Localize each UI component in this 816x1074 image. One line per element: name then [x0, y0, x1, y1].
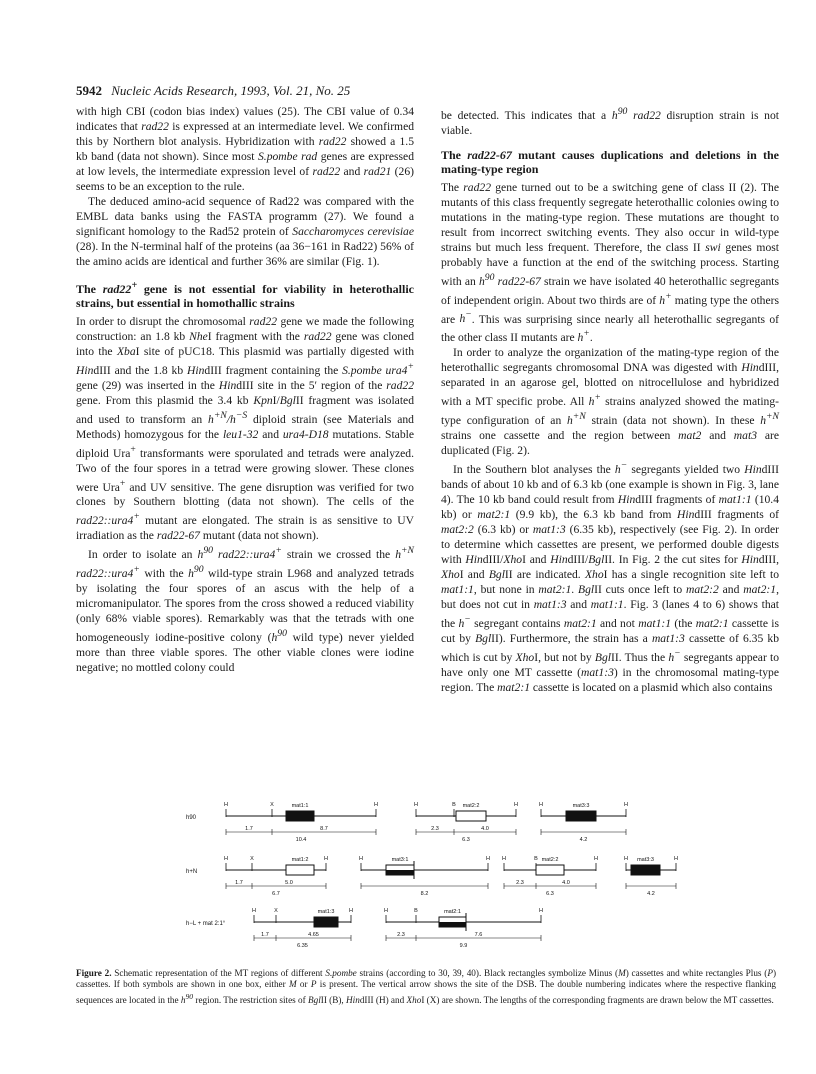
cassette-label: mat2:2	[541, 857, 559, 863]
fragment-total-length: 10.4	[295, 837, 307, 843]
restriction-site-label: H	[384, 908, 388, 914]
caption-label: Figure 2.	[76, 968, 112, 978]
restriction-site-label: H	[374, 802, 378, 808]
cassette-label: mat3:3	[572, 803, 590, 809]
fragment-length: 4.65	[308, 932, 319, 938]
fragment-length: 8.7	[320, 826, 328, 832]
plus-cassette	[286, 865, 314, 875]
fragment-length: 1.7	[245, 826, 253, 832]
mt-region-diagram	[176, 794, 696, 964]
minus-cassette	[631, 865, 660, 875]
cassette-label: mat3:1	[391, 857, 409, 863]
restriction-site-label: H	[674, 856, 678, 862]
fragment-length: 1.7	[235, 880, 243, 886]
restriction-site-label: B	[414, 908, 418, 914]
left-column	[76, 104, 414, 675]
restriction-site-label: H	[224, 856, 228, 862]
fragment-total-length: 6.7	[272, 891, 280, 897]
right-column	[441, 104, 779, 695]
restriction-site-label: H	[502, 856, 506, 862]
right-heading: The rad22-67 mutant causes duplications and deletions in the mating-type region	[441, 147, 779, 176]
fragment-length: 1.7	[261, 932, 269, 938]
strain-label: h90	[186, 815, 197, 821]
restriction-site-label: H	[624, 856, 628, 862]
page-header	[76, 83, 350, 99]
fragment-total-length: 6.3	[462, 837, 470, 843]
restriction-site-label: H	[486, 856, 490, 862]
restriction-site-label: H	[224, 802, 228, 808]
cassette-label: mat1:1	[291, 803, 309, 809]
cassette-label: mat2:1	[444, 909, 461, 915]
fragment-total-length: 8.2	[420, 891, 429, 897]
figure-caption	[76, 968, 776, 1006]
strain-label: h+N	[186, 869, 198, 875]
fragment-length: 4.0	[562, 880, 570, 886]
restriction-site-label: H	[539, 908, 543, 914]
left-paragraph: In order to isolate an $h^{90}$ rad22::ura4+ strain we crossed the $h^{+N}$ rad22::ura4+ with the $h^{90}$ wild-type strain L968 and analyzed tetrads by isolating the four spores of an ascus with the help of a micromanipulator. The spores from the cross showed a reduced viability (only 68% viable spores). Remarkably was that the tetrads with one homogeneously iodine-positive colony ($h^{90}$ wild type) never yielded more than three viable spores. The other viable clones were iodine negative; no mottled colony could	[76, 545, 414, 674]
right-paragraph: be detected. This indicates that a $h^{90}$ rad22 disruption strain is not viable.	[441, 106, 779, 137]
fragment-length: 5.0	[285, 880, 293, 886]
restriction-site-label: H	[624, 802, 628, 808]
fragment-length: 4.0	[481, 826, 489, 832]
plus-cassette	[536, 865, 564, 875]
cassette-label: mat2:2	[462, 803, 480, 809]
restriction-site-label: H	[539, 802, 543, 808]
restriction-site-label: H	[414, 802, 418, 808]
minus-cassette	[286, 811, 314, 821]
left-paragraph: The deduced amino-acid sequence of Rad22 was compared with the EMBL data banks using the FASTA programm (27). We found a significant homology to the Rad52 protein of Saccharomyces cerevisiae (28). In the N-terminal half of the proteins (aa 36−161 in Rad22) 56% of the amino acids are identical and further 36% are similar (Fig. 1).	[76, 195, 415, 268]
figure-2	[176, 794, 696, 964]
caption-text: Schematic representation of the MT regions of different S.pombe strains (according to 30, 39, 40). Black rectangles symbolize Minus (M) cassettes and white rectangles Plus (P) cassettes. If both symbols are shown in one box, either M or P is present. The vertical arrow shows the site of the DSB. The double numbering indicates where the respective flanking sequences are located in the $h^{90}$ region. The restriction sites of BglII (B), HindIII (H) and XhoI (X) are shown. The lengths of the corresponding fragments are drawn below the MT cassettes.	[76, 968, 777, 1005]
minus-cassette	[314, 917, 338, 927]
cassette-label: mat1:3	[317, 909, 335, 915]
fragment-total-length: 6.35	[297, 943, 308, 949]
cassette-label: mat3:3	[637, 857, 654, 863]
fragment-length: 7.6	[474, 932, 483, 938]
fragment-length: 2.3	[431, 826, 439, 832]
page-number: 5942	[76, 83, 102, 98]
restriction-site-label: B	[452, 802, 456, 808]
strain-label: h−L + mat 2:1°	[186, 921, 226, 927]
restriction-site-label: B	[534, 856, 538, 862]
fragment-total-length: 4.2	[647, 891, 655, 897]
restriction-site-label: X	[274, 908, 278, 914]
fragment-total-length: 4.2	[579, 837, 588, 843]
right-paragraph: In order to analyze the organization of the mating-type region of the heterothallic segregants chromosomal DNA was digested with HindIII, separated in an agarose gel, blotted on nitrocellulose and hybridized with a MT specific probe. All h+ strains analyzed showed the mating-type configuration of an $h^{+N}$ strain (data not shown). In these $h^{+N}$ strains one cassette and the region between mat2 and mat3 are duplicated (Fig. 2).	[441, 346, 779, 458]
plus-cassette	[456, 811, 486, 821]
mixed-cassette-minus-half	[439, 922, 466, 927]
restriction-site-label: H	[252, 908, 256, 914]
restriction-site-label: H	[514, 802, 518, 808]
restriction-site-label: X	[270, 802, 274, 808]
restriction-site-label: X	[250, 856, 254, 862]
right-paragraph: In the Southern blot analyses the h− segregants yielded two HindIII bands of about 10 kb and of 6.3 kb (one example is shown in Fig. 3, lane 4). The 10 kb band could result from HindIII fragments of mat1:1 (10.4 kb) or mat2:1 (9.9 kb), the 6.3 kb band from HindIII fragments of mat2:2 (6.3 kb) or mat1:3 (6.35 kb), respectively (see Fig. 2). In order to determine which cassettes are present, we performed double digests with HindIII/XhoI and HindIII/BglII. In Fig. 2 the cut sites for HindIII, XhoI and BglII are indicated. XhoI has a single recognition site left to mat1:1, but none in mat2:1. BglII cuts once left to mat2:2 and mat2:1, but does not cut in mat1:3 and mat1:1. Fig. 3 (lanes 4 to 6) shows that the h− segregant contains mat2:1 and not mat1:1 (the mat2:1 cassette is cut by BglII). Furthermore, the strain has a mat1:3 cassette of 6.35 kb which is cut by XhoI, but not by BglII. Thus the h− segregants appear to have only one MT cassette (mat1:3) in the chromosomal mating-type region. The mat2:1 cassette is located on a plasmid which also contains	[441, 460, 780, 694]
mixed-cassette-minus-half	[386, 870, 414, 875]
restriction-site-label: H	[349, 908, 353, 914]
right-paragraph: The rad22 gene turned out to be a switching gene of class II (2). The mutants of this class frequently segregate heterothallic colonies owing to mutations in the mating-type region. These mutations are thought to result from incorrect switching events. They also occur in wild-type strains but much less frequent. Therefore, the class II swi genes most probably have a function at the end of the switching process. Starting with an $h^{90}$ rad22-67 strain we have isolated 40 heterothallic segregants of independent origin. About two thirds are of h+ mating type the others are h−. This was surprising since nearly all heterothallic segregants of the other class II mutants are h+.	[441, 180, 779, 345]
left-paragraph: In order to disrupt the chromosomal rad22 gene we made the following construction: an 1.8 kb NheI fragment with the rad22 gene was cloned into the XbaI site of pUC18. This plasmid was partially digested with HindIII and the 1.8 kb HindIII fragment containing the S.pombe ura4+ gene (29) was inserted in the HindIII site in the 5′ region of the rad22 gene. From this plasmid the 3.4 kb KpnI/BglII fragment was isolated and used to transform an $h^{+N}/h^{-S}$ diploid strain (see Materials and Methods) homozygous for the leu1-32 and ura4-D18 mutations. Stable diploid Ura+ transformants were sporulated and tetrads were analyzed. Two of the four spores in a tetrad were growing slower. These clones were Ura+ and UV sensitive. The gene disruption was verified for two clones by Southern blotting (data not shown). The cells of the rad22::ura4+ mutant are elongated. The strain is as sensitive to UV irradiation as the rad22-67 mutant (data not shown).	[76, 315, 415, 543]
fragment-total-length: 9.9	[459, 943, 468, 949]
journal-citation: Nucleic Acids Research, 1993, Vol. 21, No. 25	[111, 83, 351, 98]
restriction-site-label: H	[594, 856, 598, 862]
restriction-site-label: H	[324, 856, 328, 862]
left-heading: The rad22+ gene is not essential for viability in heterothallic strains, but essential in homothallic strains	[76, 280, 414, 310]
fragment-length: 2.3	[397, 932, 405, 938]
cassette-label: mat1:2	[291, 857, 309, 863]
fragment-total-length: 6.3	[546, 891, 554, 897]
left-paragraph: with high CBI (codon bias index) values (25). The CBI value of 0.34 indicates that rad22 is expressed at an intermediate level. We confirmed this by Northern blot analysis. Hybridization with rad22 showed a 1.5 kb band (data not shown). Since most S.pombe rad genes are expressed at low levels, the intermediate expression level of rad22 and rad21 (26) seems to be an exception to the rule.	[76, 105, 415, 193]
fragment-length: 2.3	[516, 880, 524, 886]
minus-cassette	[566, 811, 596, 821]
restriction-site-label: H	[359, 856, 363, 862]
